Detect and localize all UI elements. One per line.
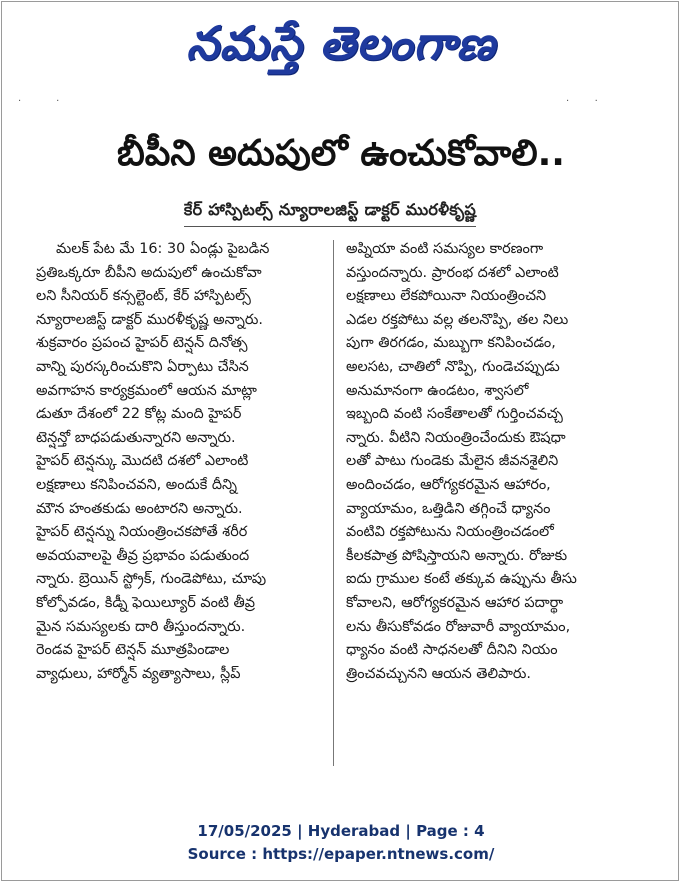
article-line: పుగా తిరగడం, మబ్బుగా కనిపించడం, xyxy=(346,335,556,352)
article-line: హైపర్ టెన్షన్ను నియంత్రించకపోతే శరీర xyxy=(36,524,248,541)
article-line: అనుమానంగా ఉండటం, శ్వాసలో xyxy=(346,382,529,399)
article-line: త్రించవచ్చునని ఆయన తెలిపారు. xyxy=(346,665,531,682)
column-divider xyxy=(333,240,334,766)
divider-dots-left: · · xyxy=(18,96,60,107)
article-line: రెండవ హైపర్ టెన్షన్ మూత్రపిండాల xyxy=(36,642,230,659)
article-line: మౌన హంతకుడు అంటారని అన్నారు. xyxy=(36,500,243,517)
article-line: కీలకపాత్ర పోషిస్తాయని అన్నారు. రోజుకు xyxy=(346,547,568,564)
article-byline: కేర్ హాస్పిటల్స్ న్యూరాలజిస్ట్ డాక్టర్ మురళీకృష్ణ xyxy=(184,200,476,227)
article-line: వ్యాయామం, ఒత్తిడిని తగ్గించే ధ్యానం xyxy=(346,500,551,517)
masthead xyxy=(0,4,682,82)
article-line: న్నారు. బ్రెయిన్ స్ట్రోక్, గుండెపోటు, చూపు xyxy=(36,571,267,588)
newspaper-logo: నమస్తే తెలంగాణ xyxy=(186,16,496,70)
article-line: లక్షణాలు లేకపోయినా నియంత్రించని xyxy=(346,288,547,305)
article-line: వ్యాధులు, హార్మోన్ వ్యత్యాసాలు, స్లీప్ xyxy=(36,665,241,682)
article-line: న్నారు. వీటిని నియంత్రించేందుకు ఔషధా xyxy=(346,429,566,446)
article-line: ఎడల రక్తపోటు వల్ల తలనొప్పి, తల నిలు xyxy=(346,311,569,328)
article-line: ఐదు గ్రాముల కంటే తక్కువ ఉప్పును తీసు xyxy=(346,571,577,588)
article-line: లక్షణాలు కనిపించవని, అందుకే దీన్ని xyxy=(36,476,238,493)
article-line: న్యూరాలజిస్ట్ డాక్టర్ మురళీకృష్ణ అన్నారు. xyxy=(36,311,263,328)
article-line: వాన్ని పురస్కరించుకొని ఏర్పాటు చేసిన xyxy=(36,358,249,375)
article-line: మలక్ పేట మే 16: 30 ఏండ్లు పైబడిన xyxy=(56,241,270,257)
article-line: డుతూ దేశంలో 22 కోట్ల మంది హైపర్ xyxy=(36,406,242,423)
footer-source-line: Source : https://epaper.ntnews.com/ xyxy=(187,845,495,863)
article-line: ఇబ్బంది వంటి సంకేతాలతో గుర్తించవచ్చ xyxy=(346,406,563,423)
article-line: కోల్పోవడం, కిడ్నీ ఫెయిల్యూర్ వంటి తీవ్ర xyxy=(36,594,256,611)
article-line: అందించడం, ఆరోగ్యకరమైన ఆహారం, xyxy=(346,476,551,493)
article-column-left xyxy=(36,238,330,686)
article-line: అవయవాలపై తీవ్ర ప్రభావం పడుతుంద xyxy=(36,547,250,564)
article-line: ధ్యానం వంటి సాధనలతో దీనిని నియం xyxy=(346,642,558,659)
article-line: లను తీసుకోవడం రోజువారీ వ్యాయామం, xyxy=(346,618,571,635)
article-line: అప్నియా వంటి సమస్యల కారణంగా xyxy=(346,241,544,257)
footer-date-line: 17/05/2025 | Hyderabad | Page : 4 xyxy=(197,822,485,840)
divider-dots-right: · · xyxy=(566,96,598,107)
article-line: లని సీనియర్ కన్సల్టెంట్, కేర్ హాస్పిటల్స్ xyxy=(36,288,251,305)
article-line: ప్రతిఒక్కరూ బీపీని అదుపులో ఉంచుకోవా xyxy=(36,264,262,281)
article-line: లతో పాటు గుండెకు మేలైన జీవనశైలిని xyxy=(346,453,559,470)
article-headline: బీపీని అదుపులో ఉంచుకోవాలి.. xyxy=(117,133,565,174)
article-line: టెన్షన్తో బాధపడుతున్నారని అన్నారు. xyxy=(36,429,236,446)
article-line: హైపర్ టెన్షన్కు మొదటి దశలో ఎలాంటి xyxy=(36,453,249,470)
article-column-right xyxy=(346,238,640,686)
article-line: వస్తుందన్నారు. ప్రారంభ దశలో ఎలాంటి xyxy=(346,264,559,281)
article-line: కోవాలని, ఆరోగ్యకరమైన ఆహార పదార్థా xyxy=(346,594,564,611)
byline-container xyxy=(100,200,560,227)
article-line: మైన సమస్యలకు దారి తీస్తుందన్నారు. xyxy=(36,618,246,635)
article-line: వంటివి రక్తపోటును నియంత్రించడంలో xyxy=(346,524,554,541)
article-line: శుక్రవారం ప్రపంచ హైపర్ టెన్షన్ దినోత్స xyxy=(36,335,248,352)
article-line: అలసట, చాతిలో నొప్పి, గుండెచప్పుడు xyxy=(346,358,560,375)
article-line: అవగాహన కార్యక్రమంలో ఆయన మాట్లా xyxy=(36,382,257,399)
